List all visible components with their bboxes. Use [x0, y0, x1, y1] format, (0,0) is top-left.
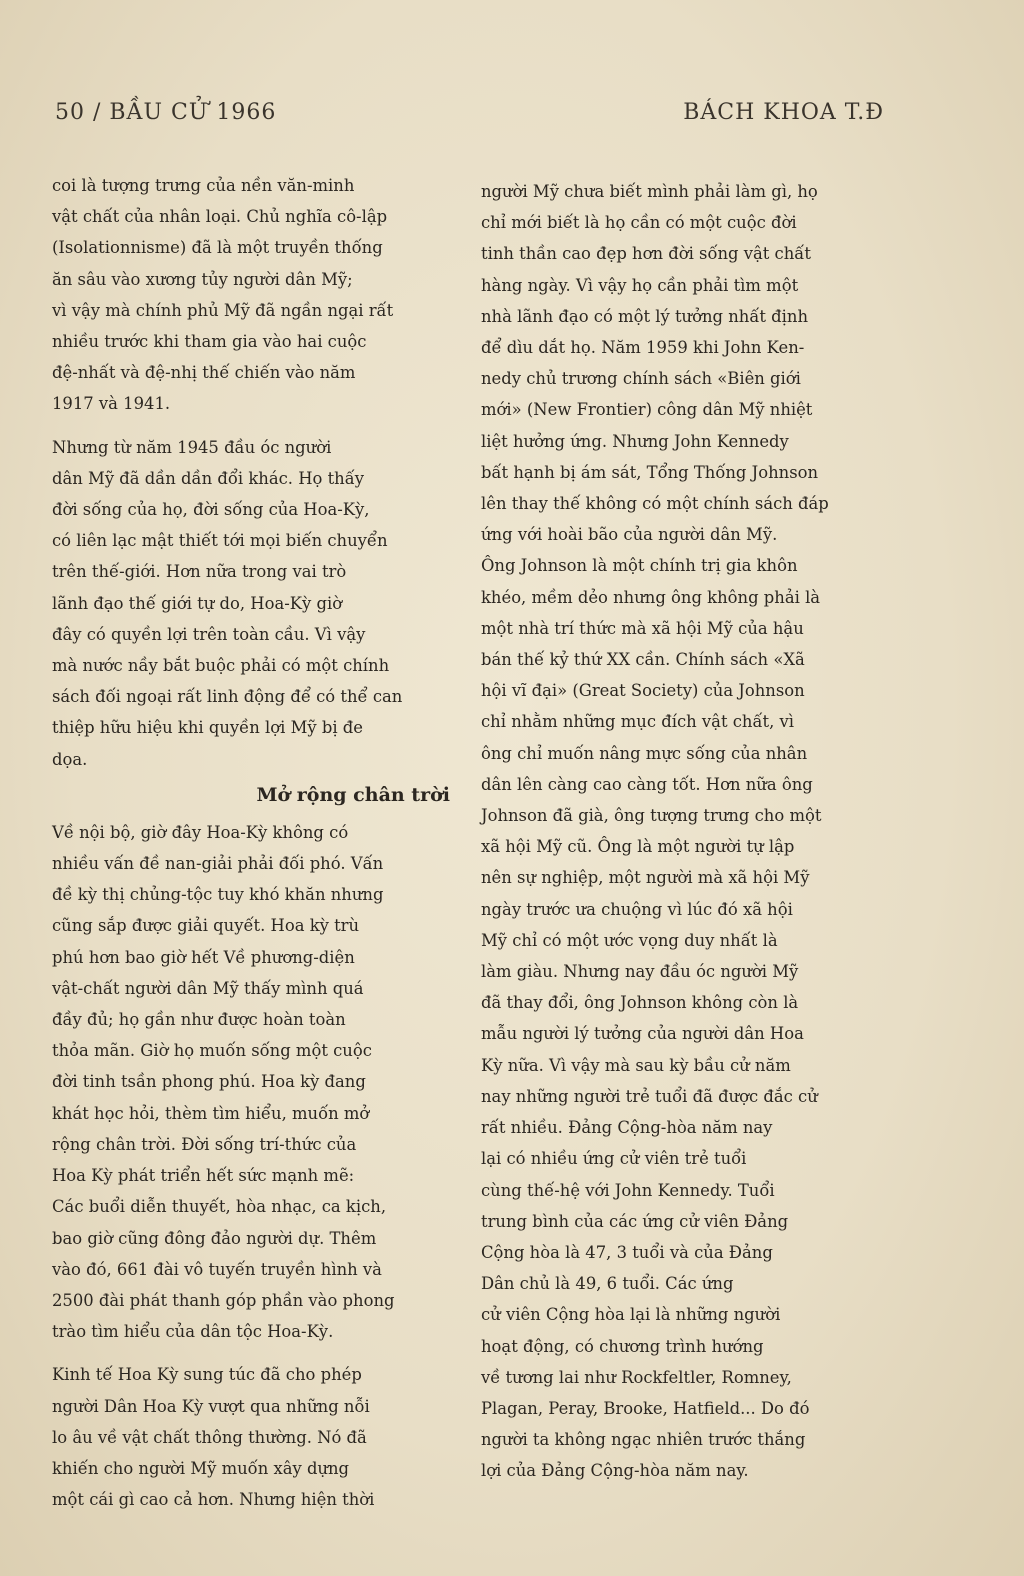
- header-page-number-title: 50 / BẦU CỬ 1966: [55, 100, 277, 125]
- paragraph: người Mỹ chưa biết mình phải làm gì, họ chỉ mới biết là họ cần có một cuộc đời tinh thần cao đẹp hơn đời sống vật chất hàng ngày. Vì vậy họ cần phải tìm một nhà lãnh đạo có một lý tưởng nhất định để dìu dắt họ. Năm 1959 khi John Ken- nedy chủ trương chính sách «Biên giới mới» (New Frontier) công dân Mỹ nhiệt liệt hưởng ứng. Nhưng John Kennedy bất hạnh bị ám sát, Tổng Thống Johnson lên thay thế không có một chính sách đáp ứng với hoài bão của người dân Mỹ. Ông Johnson là một chính trị gia khôn khéo, mềm dẻo nhưng ông không phải là một nhà trí thức mà xã hội Mỹ của hậu bán thế kỷ thứ XX cần. Chính sách «Xã hội vĩ đại» (Great Society) của Johnson chỉ nhằm những mục đích vật chất, vì ông chỉ muốn nâng mực sống của nhân dân lên càng cao càng tốt. Hơn nữa ông Johnson đã già, ông tượng trưng cho một xã hội Mỹ cũ. Ông là một người tự lập nên sự nghiệp, một người mà xã hội Mỹ ngày trước ưa chuộng vì lúc đó xã hội Mỹ chỉ có một ước vọng duy nhất là làm giàu. Nhưng nay đầu óc người Mỹ đã thay đổi, ông Johnson không còn là mẫu người lý tưởng của người dân Hoa Kỳ nữa. Vì vậy mà sau kỳ bầu cử năm nay những người trẻ tuổi đã được đắc cử rất nhiều. Đảng Cộng-hòa năm nay lại có nhiều ứng cử viên trẻ tuổi cùng thế-hệ với John Kennedy. Tuổi trung bình của các ứng cử viên Đảng Cộng hòa là 47, 3 tuổi và của Đảng Dân chủ là 49, 6 tuổi. Các ứng cử viên Cộng hòa lại là những người hoạt động, có chương trình hướng về tương lai như Rockfeltler, Romney, Plagan, Peray, Brooke, Hatfield... Do đó người ta không ngạc nhiên trước thắng lợi của Đảng Cộng-hòa năm nay.: [481, 182, 829, 1481]
- paragraph: coi là tượng trưng của nền văn-minh vật chất của nhân loại. Chủ nghĩa cô-lập (Isolationnisme) đã là một truyền thống ăn sâu vào xương tủy người dân Mỹ; vì vậy mà chính phủ Mỹ đã ngần ngại rất nhiều trước khi tham gia vào hai cuộc đệ-nhất và đệ-nhị thế chiến vào năm 1917 và 1941.: [52, 176, 394, 414]
- paragraph: Nhưng từ năm 1945 đầu óc người dân Mỹ đã dần dần đổi khác. Họ thấy đời sống của họ, đời sống của Hoa-Kỳ, có liên lạc mật thiết tới mọi biến chuyển trên thế-giới. Hơn nữa trong vai trò lãnh đạo thế giới tự do, Hoa-Kỳ giờ đây có quyền lợi trên toàn cầu. Vì vậy mà nước nầy bắt buộc phải có một chính sách đối ngoại rất linh động để có thể can thiệp hữu hiệu khi quyền lợi Mỹ bị đe dọa.: [52, 437, 403, 769]
- paragraph: Kinh tế Hoa Kỳ sung túc đã cho phép người Dân Hoa Kỳ vượt qua những nỗi lo âu về vật chất thông thường. Nó đã khiến cho người Mỹ muốn xây dựng một cái gì cao cả hơn. Nhưng hiện thời: [52, 1365, 375, 1510]
- right-column: [481, 176, 887, 1487]
- header-publication: BÁCH KHOA T.Đ: [683, 100, 884, 125]
- paragraph: Về nội bộ, giờ đây Hoa-Kỳ không có nhiều vấn đề nan-giải phải đối phó. Vấn đề kỳ thị chủng-tộc tuy khó khăn nhưng cũng sắp được giải quyết. Hoa kỳ trù phú hơn bao giờ hết Về phương-diện vật-chất người dân Mỹ thấy mình quá đầy đủ; họ gần như được hoàn toàn thỏa mãn. Giờ họ muốn sống một cuộc đời tinh tsần phong phú. Hoa kỳ đang khát học hỏi, thèm tìm hiểu, muốn mở rộng chân trời. Đời sống trí-thức của Hoa Kỳ phát triển hết sức mạnh mẽ: Các buổi diễn thuyết, hòa nhạc, ca kịch, bao giờ cũng đông đảo người dự. Thêm vào đó, 661 đài vô tuyến truyền hình và 2500 đài phát thanh góp phần vào phong trào tìm hiểu của dân tộc Hoa-Kỳ.: [52, 822, 395, 1342]
- page-header: [55, 100, 884, 132]
- left-column: [52, 170, 454, 1515]
- section-heading: Mở rộng chân trời: [256, 783, 450, 806]
